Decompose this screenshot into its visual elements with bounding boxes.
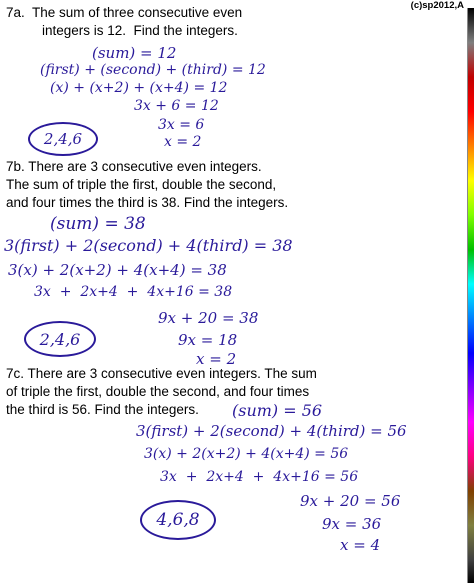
color-palette-strip[interactable] [467,8,474,583]
answer-7a-circled: 2,4,6 [28,122,98,156]
work-7c-line-3: 3(x) + 2(x+2) + 4(x+4) = 56 [144,446,349,462]
work-7c-line-2: 3(first) + 2(second) + 4(third) = 56 [136,422,407,440]
problem-7c-line-2: of triple the first, double the second, and four times [6,384,310,399]
work-7b-line-5: 9x + 20 = 38 [158,309,259,327]
work-7a-line-4: 3x + 6 = 12 [134,98,219,114]
work-7b-line-1: (sum) = 38 [50,214,146,234]
work-7a-line-5: 3x = 6 [158,117,205,133]
work-7c-line-6: 9x = 36 [322,515,382,533]
work-7b-line-2: 3(first) + 2(second) + 4(third) = 38 [4,236,293,255]
answer-7b-circled: 2,4,6 [24,321,96,357]
work-7b-line-3: 3(x) + 2(x+2) + 4(x+4) = 38 [8,261,227,279]
work-7c-line-4: 3x + 2x+4 + 4x+16 = 56 [160,469,359,485]
problem-7a-line-1: 7a. The sum of three consecutive even [6,5,243,20]
work-7b-line-6: 9x = 18 [178,331,238,349]
problem-7c-line-1: 7c. There are 3 consecutive even integers. The sum [6,366,317,381]
problem-7b-line-3: and four times the third is 38. Find the integers. [6,195,289,210]
work-7c-line-1: (sum) = 56 [232,401,323,420]
problem-7a-line-2: integers is 12. Find the integers. [42,23,238,38]
problem-7b-line-1: 7b. There are 3 consecutive even integers. [6,159,262,174]
work-7c-line-5: 9x + 20 = 56 [300,492,401,510]
work-7a-line-2: (first) + (second) + (third) = 12 [40,62,266,78]
problem-7c-line-3: the third is 56. Find the integers. [6,402,199,417]
work-7b-line-4: 3x + 2x+4 + 4x+16 = 38 [34,284,233,300]
copyright-text: (c)sp2012,A [410,0,464,11]
work-7a-line-6: x = 2 [164,134,202,150]
work-7a-line-3: (x) + (x+2) + (x+4) = 12 [50,80,228,96]
work-7a-line-1: (sum) = 12 [92,44,177,62]
work-7b-line-7: x = 2 [196,350,237,368]
answer-7c-circled: 4,6,8 [140,500,216,540]
work-7c-line-7: x = 4 [340,536,381,554]
problem-7b-line-2: The sum of triple the first, double the second, [6,177,277,192]
